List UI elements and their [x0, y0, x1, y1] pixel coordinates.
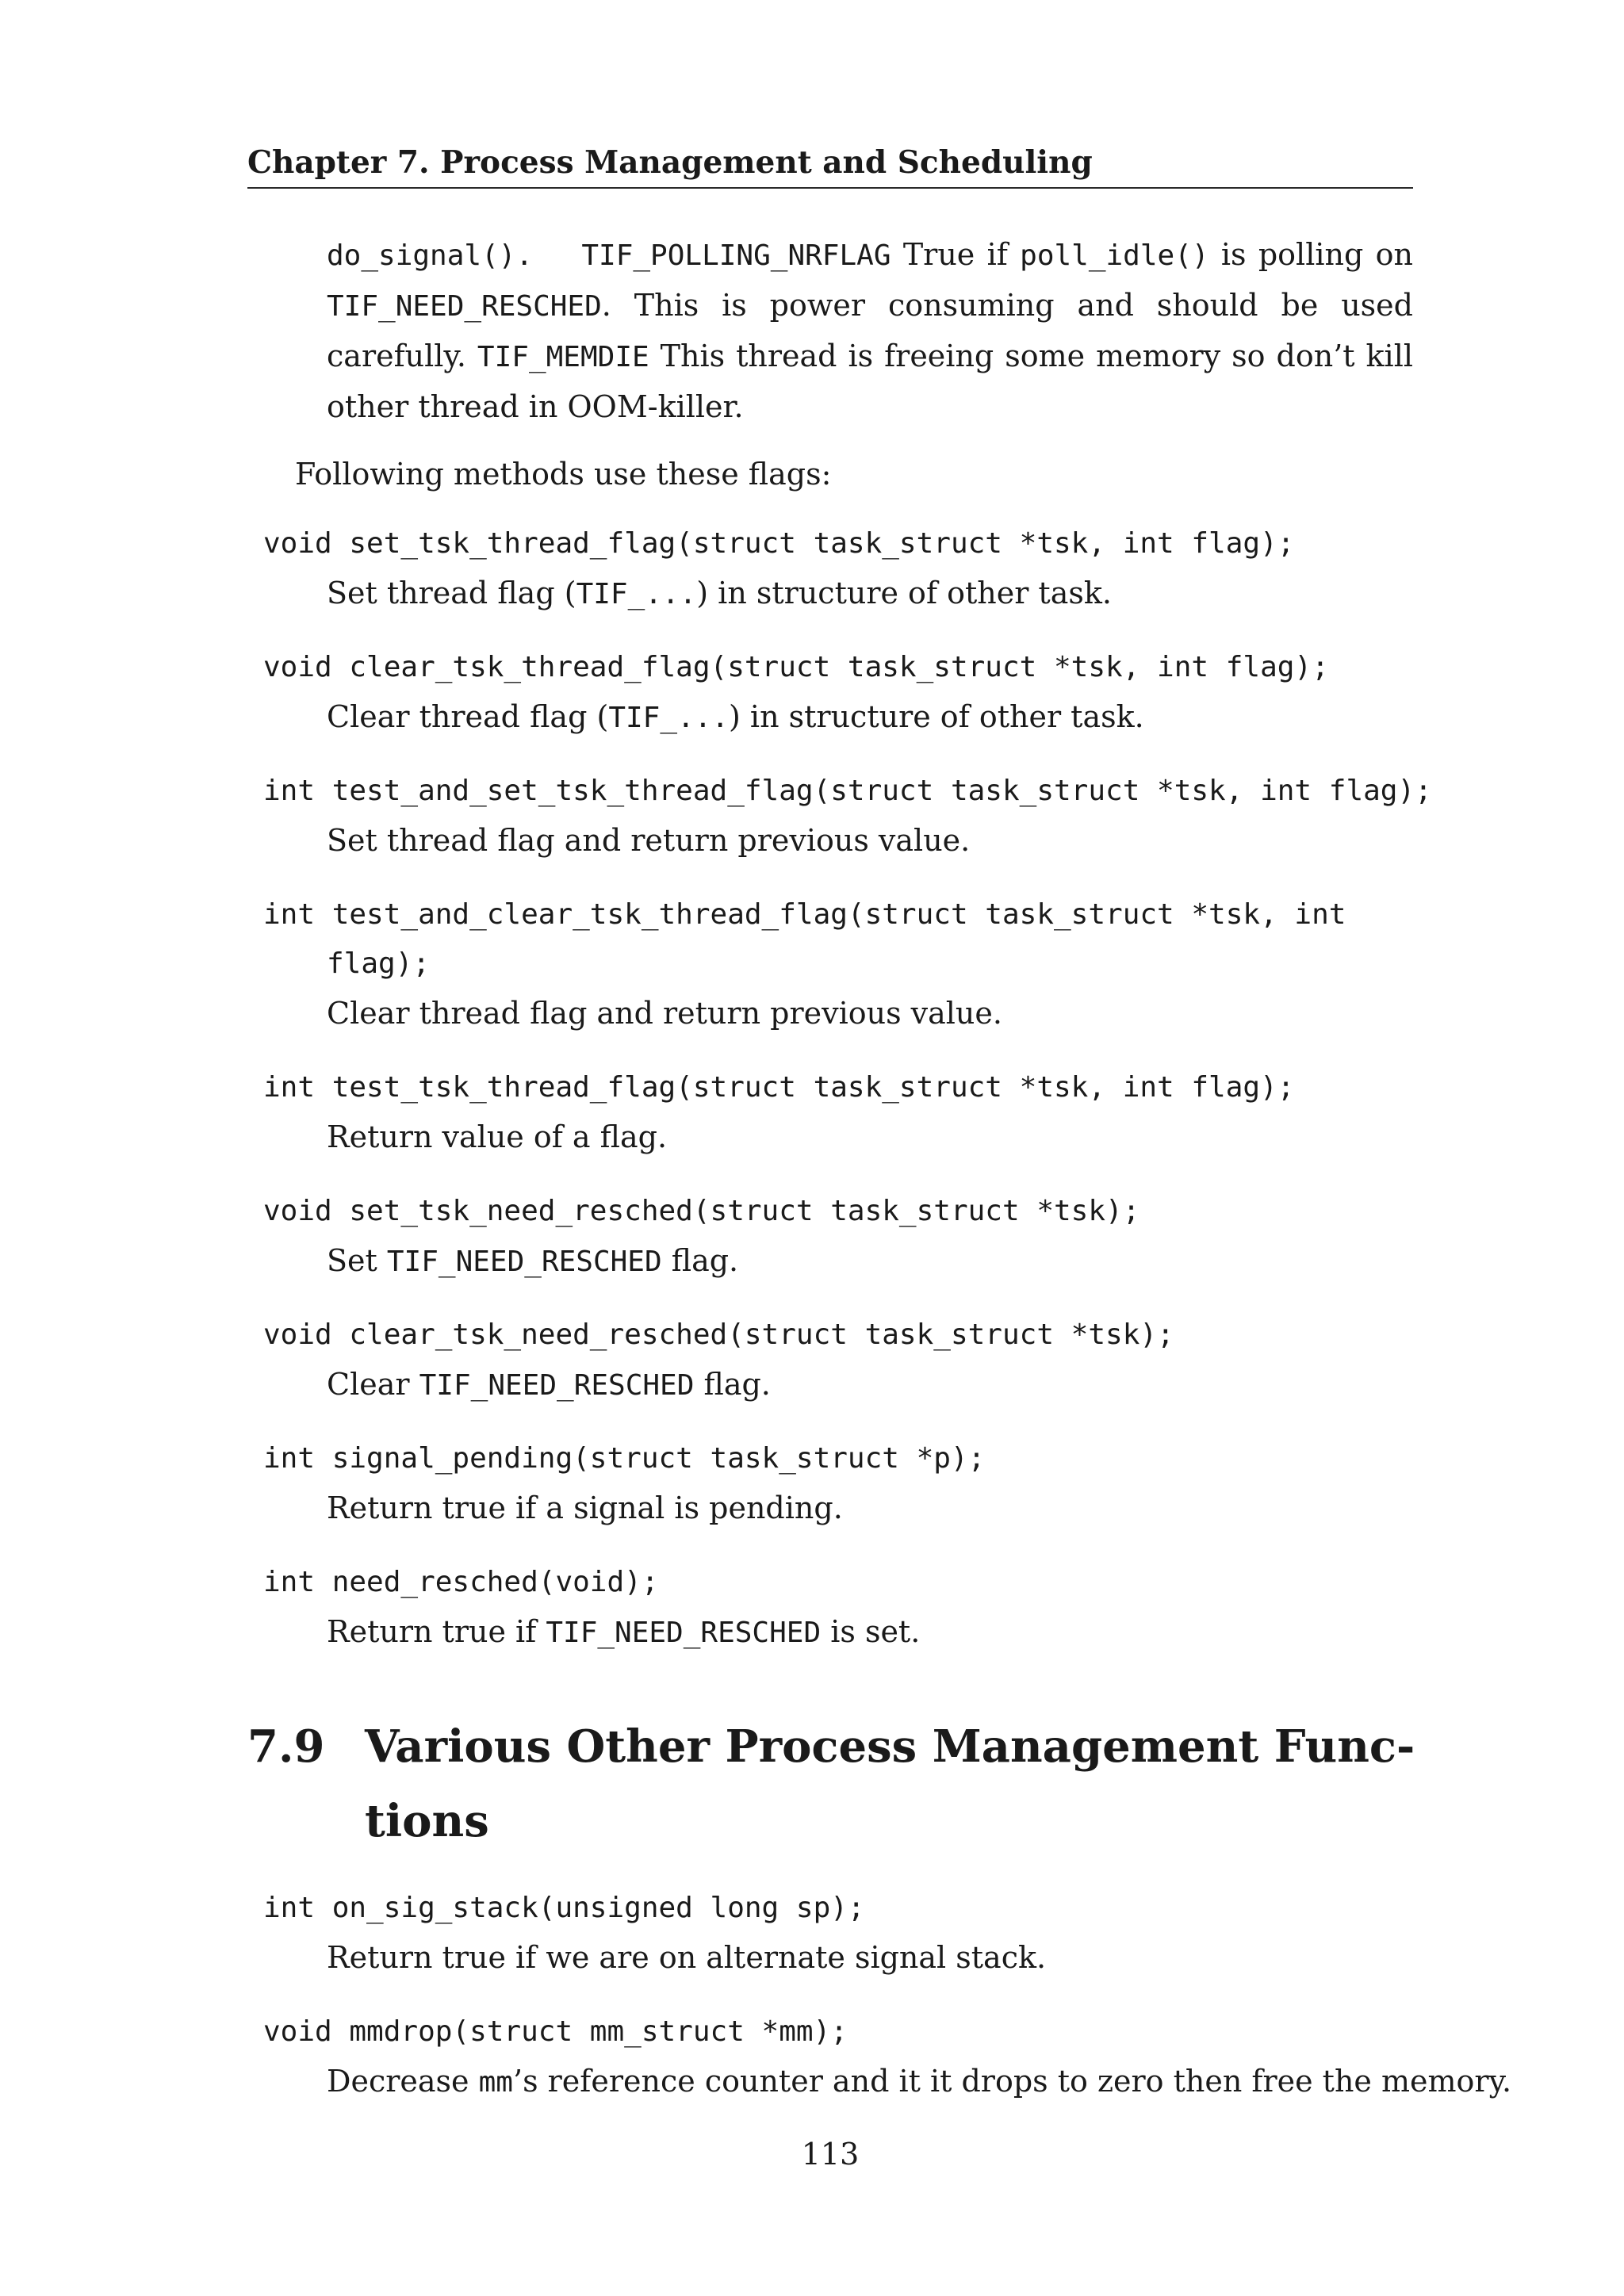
desc-text: flag.: [694, 1367, 771, 1402]
running-head: Chapter 7. Process Management and Scheduling: [247, 143, 1413, 189]
function-signature: void clear_tsk_need_resched(struct task_struct *tsk);: [263, 1318, 1174, 1351]
text-freeing-memory: This thread is freeing some memory so don’t kill other thread in OOM-killer.: [327, 339, 1414, 424]
desc-text: Clear thread flag (: [327, 699, 609, 734]
function-description: Set thread flag and return previous value.: [327, 823, 971, 858]
desc-code: mm: [478, 2066, 513, 2099]
function-signature: void set_tsk_thread_flag(struct task_struct *tsk, int flag);: [263, 527, 1295, 560]
desc-text: Set thread flag (: [327, 576, 576, 610]
section-title: Various Other Process Management Func-: [365, 1720, 1415, 1773]
function-signature-continuation: flag);: [327, 947, 431, 980]
text-is-polling-on: is polling on: [1208, 237, 1413, 272]
function-signature: int test_tsk_thread_flag(struct task_struct *tsk, int flag);: [263, 1071, 1295, 1104]
code-poll-idle: poll_idle(): [1020, 239, 1209, 272]
desc-text: ) in structure of other task.: [729, 699, 1144, 734]
function-signature: void mmdrop(struct mm_struct *mm);: [263, 2015, 848, 2048]
desc-code: TIF_NEED_RESCHED: [546, 1617, 822, 1649]
desc-text: Decrease: [327, 2064, 479, 2099]
function-signature: void set_tsk_need_resched(struct task_struct *tsk);: [263, 1195, 1140, 1227]
desc-text: is set.: [821, 1614, 921, 1649]
desc-text: flag.: [661, 1243, 739, 1278]
code-tif-polling-nrflag: TIF_POLLING_NRFLAG: [581, 239, 891, 272]
desc-code: TIF_...: [608, 702, 730, 734]
section-title-continuation: tions: [365, 1795, 489, 1847]
function-signature: void clear_tsk_thread_flag(struct task_struct *tsk, int flag);: [263, 651, 1329, 683]
function-signature: int need_resched(void);: [263, 1566, 659, 1598]
desc-text: ’s reference counter and it it drops to zero then free the memory.: [512, 2064, 1512, 2099]
document-page: [247, 0, 1512, 2296]
function-signature: int test_and_set_tsk_thread_flag(struct task_struct *tsk, int flag);: [263, 775, 1432, 807]
function-signature: int on_sig_stack(unsigned long sp);: [263, 1892, 865, 1924]
function-description: [327, 2057, 1511, 2107]
function-description: [327, 1607, 920, 1658]
desc-text: Return true if: [327, 1614, 546, 1649]
function-signature: int signal_pending(struct task_struct *p);: [263, 1442, 986, 1475]
code-do-signal: do_signal().: [327, 239, 534, 272]
section-number: 7.9: [247, 1720, 325, 1773]
function-description: Return value of a flag.: [327, 1119, 668, 1154]
function-description: [327, 568, 1112, 619]
desc-text: Set: [327, 1243, 387, 1278]
desc-text: Clear: [327, 1367, 419, 1402]
desc-text: ) in structure of other task.: [696, 576, 1112, 610]
text-true-if: True if: [891, 237, 1021, 272]
function-description: Return true if we are on alternate signal stack.: [327, 1940, 1047, 1975]
desc-code: TIF_NEED_RESCHED: [386, 1246, 662, 1278]
flags-paragraph: [327, 230, 1413, 431]
code-tif-need-resched: TIF_NEED_RESCHED: [327, 290, 602, 323]
function-description: Return true if a signal is pending.: [327, 1490, 843, 1525]
function-description: [327, 1236, 738, 1287]
text-power-consuming: . This is power consuming and should be used carefully.: [327, 288, 1413, 373]
function-signature: int test_and_clear_tsk_thread_flag(struct task_struct *tsk, int: [263, 898, 1346, 931]
function-description: [327, 1360, 771, 1410]
desc-code: TIF_NEED_RESCHED: [419, 1369, 695, 1402]
page-number: 113: [801, 2137, 860, 2172]
function-description: [327, 692, 1144, 743]
function-description: Clear thread flag and return previous value.: [327, 996, 1002, 1031]
code-tif-memdie: TIF_MEMDIE: [477, 341, 649, 373]
intro-text: Following methods use these flags:: [295, 457, 832, 492]
desc-code: TIF_...: [576, 578, 697, 610]
